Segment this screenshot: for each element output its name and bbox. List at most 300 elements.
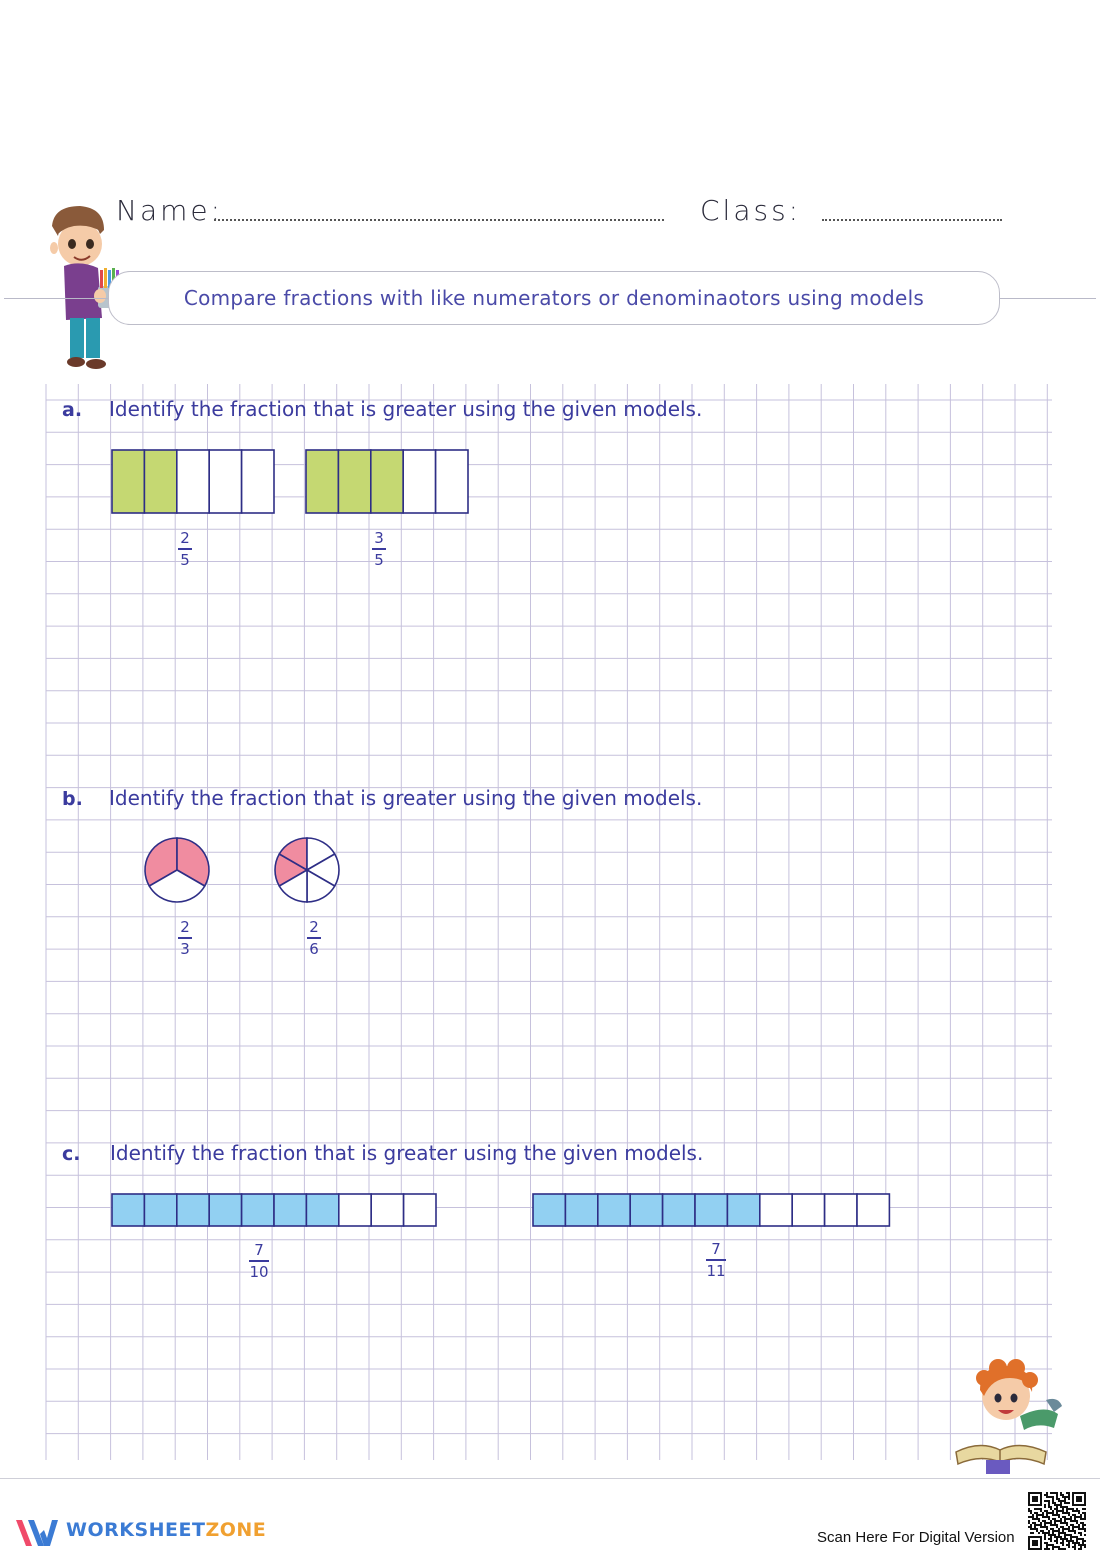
unshaded-part <box>825 1194 857 1226</box>
qr-module <box>1036 1530 1038 1532</box>
qr-module <box>1030 1528 1032 1530</box>
qr-module <box>1072 1540 1074 1542</box>
qr-module <box>1062 1544 1064 1546</box>
fraction-numerator: 7 <box>254 1241 264 1259</box>
qr-module <box>1040 1530 1042 1532</box>
qr-module <box>1072 1510 1074 1512</box>
shaded-part <box>144 1194 176 1226</box>
qr-module <box>1060 1492 1062 1494</box>
qr-module <box>1082 1522 1084 1524</box>
qr-module <box>1044 1526 1046 1528</box>
qr-module <box>1040 1526 1042 1528</box>
qr-module <box>1066 1508 1068 1510</box>
qr-module <box>1030 1512 1032 1514</box>
qr-module <box>1068 1512 1070 1514</box>
qr-module <box>1058 1528 1060 1530</box>
qr-module <box>1078 1538 1080 1540</box>
qr-module <box>1060 1500 1062 1502</box>
qr-module <box>1056 1494 1058 1496</box>
qr-module <box>1042 1530 1044 1532</box>
qr-module <box>1048 1506 1050 1508</box>
qr-module <box>1048 1532 1050 1534</box>
qr-module <box>1036 1516 1038 1518</box>
boy-reading-book-illustration <box>950 1356 1070 1476</box>
qr-module <box>1080 1538 1082 1540</box>
qr-module <box>1046 1510 1048 1512</box>
qr-module <box>1056 1546 1058 1548</box>
qr-module <box>1068 1498 1070 1500</box>
qr-module <box>1044 1534 1046 1536</box>
qr-module <box>1072 1542 1074 1544</box>
shaded-part <box>242 1194 274 1226</box>
qr-module <box>1084 1518 1086 1520</box>
qr-module <box>1038 1508 1040 1510</box>
qr-module <box>1062 1512 1064 1514</box>
qr-module <box>1060 1520 1062 1522</box>
qr-module <box>1046 1492 1048 1494</box>
qr-module <box>1076 1522 1078 1524</box>
fraction-denominator: 5 <box>180 550 190 569</box>
qr-module <box>1076 1526 1078 1528</box>
qr-module <box>1068 1518 1070 1520</box>
qr-module <box>1062 1540 1064 1542</box>
qr-module <box>1058 1532 1060 1534</box>
qr-module <box>1052 1544 1054 1546</box>
qr-finder-core <box>1032 1496 1038 1502</box>
qr-module <box>1052 1524 1054 1526</box>
qr-module <box>1064 1520 1066 1522</box>
qr-module <box>1046 1496 1048 1498</box>
shaded-part <box>695 1194 727 1226</box>
scan-instruction: Scan Here For Digital Version <box>817 1529 1015 1546</box>
qr-module <box>1056 1520 1058 1522</box>
qr-module <box>1080 1546 1082 1548</box>
qr-module <box>1062 1510 1064 1512</box>
qr-module <box>1044 1542 1046 1544</box>
qr-module <box>1034 1522 1036 1524</box>
qr-module <box>1068 1544 1070 1546</box>
qr-module <box>1074 1518 1076 1520</box>
qr-module <box>1058 1536 1060 1538</box>
qr-module <box>1038 1514 1040 1516</box>
qr-module <box>1056 1506 1058 1508</box>
qr-module <box>1056 1540 1058 1542</box>
qr-module <box>1078 1528 1080 1530</box>
qr-module <box>1062 1522 1064 1524</box>
qr-module <box>1074 1514 1076 1516</box>
qr-module <box>1058 1546 1060 1548</box>
qr-module <box>1084 1534 1086 1536</box>
qr-module <box>1064 1500 1066 1502</box>
qr-module <box>1060 1494 1062 1496</box>
qr-module <box>1072 1524 1074 1526</box>
qr-module <box>1056 1496 1058 1498</box>
qr-module <box>1082 1524 1084 1526</box>
qr-module <box>1052 1498 1054 1500</box>
qr-module <box>1062 1494 1064 1496</box>
qr-module <box>1050 1538 1052 1540</box>
qr-module <box>1042 1514 1044 1516</box>
qr-module <box>1044 1532 1046 1534</box>
qr-module <box>1052 1548 1054 1550</box>
qr-module <box>1056 1514 1058 1516</box>
unshaded-part <box>857 1194 889 1226</box>
qr-module <box>1044 1510 1046 1512</box>
qr-module <box>1082 1544 1084 1546</box>
qr-module <box>1078 1548 1080 1550</box>
qr-module <box>1076 1508 1078 1510</box>
qr-module <box>1068 1514 1070 1516</box>
fraction-numerator: 2 <box>309 918 319 936</box>
qr-module <box>1052 1502 1054 1504</box>
qr-module <box>1044 1548 1046 1550</box>
qr-module <box>1048 1534 1050 1536</box>
qr-module <box>1078 1516 1080 1518</box>
fraction-denominator: 3 <box>180 939 190 958</box>
qr-module <box>1064 1518 1066 1520</box>
qr-module <box>1064 1538 1066 1540</box>
fraction-denominator: 6 <box>309 939 319 958</box>
shaded-part <box>565 1194 597 1226</box>
fraction-bar <box>706 1259 726 1261</box>
qr-module <box>1034 1524 1036 1526</box>
qr-module <box>1060 1502 1062 1504</box>
question-c-text: Identify the fraction that is greater using the given models. <box>110 1141 704 1165</box>
qr-module <box>1062 1500 1064 1502</box>
qr-module <box>1060 1536 1062 1538</box>
qr-module <box>1050 1536 1052 1538</box>
fraction-bar <box>249 1260 269 1262</box>
qr-module <box>1072 1520 1074 1522</box>
qr-module <box>1052 1546 1054 1548</box>
qr-module <box>1066 1502 1068 1504</box>
qr-module <box>1050 1512 1052 1514</box>
qr-module <box>1028 1522 1030 1524</box>
qr-module <box>1044 1494 1046 1496</box>
qr-module <box>1064 1502 1066 1504</box>
qr-module <box>1058 1534 1060 1536</box>
question-b-text: Identify the fraction that is greater using the given models. <box>109 786 703 810</box>
qr-module <box>1048 1496 1050 1498</box>
qr-module <box>1040 1510 1042 1512</box>
qr-module <box>1068 1502 1070 1504</box>
qr-module <box>1054 1524 1056 1526</box>
qr-module <box>1052 1528 1054 1530</box>
qr-module <box>1046 1514 1048 1516</box>
qr-module <box>1058 1548 1060 1550</box>
qr-module <box>1068 1534 1070 1536</box>
qr-module <box>1060 1506 1062 1508</box>
qr-finder-core <box>1032 1540 1038 1546</box>
qr-module <box>1054 1492 1056 1494</box>
question-c-fraction-1 <box>239 1242 279 1281</box>
qr-module <box>1038 1518 1040 1520</box>
qr-code-icon[interactable] <box>1028 1492 1086 1550</box>
qr-module <box>1074 1520 1076 1522</box>
qr-module <box>1034 1512 1036 1514</box>
shaded-part <box>112 1194 144 1226</box>
qr-module <box>1044 1504 1046 1506</box>
qr-module <box>1072 1530 1074 1532</box>
qr-module <box>1068 1546 1070 1548</box>
qr-module <box>1064 1498 1066 1500</box>
qr-module <box>1080 1514 1082 1516</box>
shaded-part <box>663 1194 695 1226</box>
qr-module <box>1062 1542 1064 1544</box>
qr-module <box>1056 1512 1058 1514</box>
qr-module <box>1066 1538 1068 1540</box>
qr-module <box>1078 1532 1080 1534</box>
qr-module <box>1060 1526 1062 1528</box>
qr-module <box>1032 1528 1034 1530</box>
unshaded-part <box>339 1194 371 1226</box>
qr-module <box>1066 1510 1068 1512</box>
qr-module <box>1052 1500 1054 1502</box>
qr-module <box>1068 1530 1070 1532</box>
qr-module <box>1048 1544 1050 1546</box>
worksheetzone-logo-icon <box>14 1516 60 1550</box>
qr-module <box>1036 1508 1038 1510</box>
qr-module <box>1048 1548 1050 1550</box>
qr-module <box>1066 1506 1068 1508</box>
qr-module <box>1032 1516 1034 1518</box>
qr-module <box>1046 1500 1048 1502</box>
qr-finder-core <box>1076 1496 1082 1502</box>
qr-module <box>1060 1510 1062 1512</box>
qr-module <box>1084 1530 1086 1532</box>
qr-module <box>1042 1520 1044 1522</box>
qr-module <box>1074 1530 1076 1532</box>
qr-module <box>1038 1532 1040 1534</box>
qr-module <box>1030 1516 1032 1518</box>
qr-module <box>1074 1510 1076 1512</box>
qr-module <box>1048 1538 1050 1540</box>
qr-module <box>1070 1534 1072 1536</box>
qr-module <box>1068 1528 1070 1530</box>
qr-module <box>1082 1540 1084 1542</box>
qr-module <box>1028 1520 1030 1522</box>
qr-module <box>1078 1510 1080 1512</box>
shaded-part <box>209 1194 241 1226</box>
shaded-part <box>533 1194 565 1226</box>
qr-module <box>1064 1496 1066 1498</box>
qr-module <box>1080 1548 1082 1550</box>
unshaded-part <box>792 1194 824 1226</box>
qr-module <box>1036 1512 1038 1514</box>
qr-module <box>1062 1532 1064 1534</box>
qr-module <box>1062 1516 1064 1518</box>
qr-module <box>1040 1508 1042 1510</box>
qr-module <box>1066 1492 1068 1494</box>
qr-module <box>1048 1516 1050 1518</box>
fraction-numerator: 3 <box>374 529 384 547</box>
brand-name-part2: ZONE <box>205 1519 267 1541</box>
qr-module <box>1048 1502 1050 1504</box>
qr-module <box>1064 1516 1066 1518</box>
qr-module <box>1072 1526 1074 1528</box>
qr-module <box>1046 1528 1048 1530</box>
qr-module <box>1074 1532 1076 1534</box>
qr-module <box>1074 1544 1076 1546</box>
qr-module <box>1050 1508 1052 1510</box>
qr-module <box>1048 1504 1050 1506</box>
qr-module <box>1070 1524 1072 1526</box>
shaded-part <box>727 1194 759 1226</box>
qr-module <box>1072 1546 1074 1548</box>
shaded-part <box>274 1194 306 1226</box>
qr-module <box>1030 1532 1032 1534</box>
qr-module <box>1036 1514 1038 1516</box>
qr-module <box>1054 1530 1056 1532</box>
qr-module <box>1042 1532 1044 1534</box>
qr-module <box>1074 1546 1076 1548</box>
qr-module <box>1052 1492 1054 1494</box>
qr-module <box>1054 1534 1056 1536</box>
qr-module <box>1074 1542 1076 1544</box>
qr-module <box>1070 1518 1072 1520</box>
qr-module <box>1040 1524 1042 1526</box>
qr-module <box>1058 1530 1060 1532</box>
qr-module <box>1078 1512 1080 1514</box>
unshaded-part <box>404 1194 436 1226</box>
qr-module <box>1082 1542 1084 1544</box>
shaded-part <box>630 1194 662 1226</box>
qr-module <box>1032 1514 1034 1516</box>
qr-module <box>1052 1514 1054 1516</box>
qr-module <box>1076 1520 1078 1522</box>
qr-module <box>1076 1536 1078 1538</box>
qr-module <box>1082 1526 1084 1528</box>
qr-module <box>1046 1526 1048 1528</box>
qr-module <box>1078 1524 1080 1526</box>
qr-module <box>1042 1516 1044 1518</box>
qr-module <box>1048 1500 1050 1502</box>
qr-module <box>1080 1522 1082 1524</box>
qr-module <box>1076 1540 1078 1542</box>
qr-module <box>1074 1536 1076 1538</box>
qr-module <box>1060 1518 1062 1520</box>
qr-module <box>1050 1506 1052 1508</box>
qr-module <box>1082 1518 1084 1520</box>
qr-module <box>1084 1546 1086 1548</box>
qr-module <box>1050 1492 1052 1494</box>
shaded-part <box>306 1194 338 1226</box>
qr-module <box>1064 1506 1066 1508</box>
qr-module <box>1054 1502 1056 1504</box>
qr-module <box>1064 1536 1066 1538</box>
qr-module <box>1060 1532 1062 1534</box>
qr-module <box>1056 1510 1058 1512</box>
qr-module <box>1058 1510 1060 1512</box>
qr-module <box>1054 1540 1056 1542</box>
qr-module <box>1064 1512 1066 1514</box>
qr-module <box>1068 1540 1070 1542</box>
qr-module <box>1054 1522 1056 1524</box>
qr-module <box>1054 1520 1056 1522</box>
qr-module <box>1052 1534 1054 1536</box>
qr-module <box>1058 1520 1060 1522</box>
question-a-text: Identify the fraction that is greater using the given models. <box>109 397 703 421</box>
qr-module <box>1068 1542 1070 1544</box>
qr-module <box>1074 1516 1076 1518</box>
qr-module <box>1082 1512 1084 1514</box>
qr-module <box>1058 1500 1060 1502</box>
qr-module <box>1078 1544 1080 1546</box>
qr-module <box>1028 1510 1030 1512</box>
qr-module <box>1044 1522 1046 1524</box>
qr-module <box>1052 1532 1054 1534</box>
qr-module <box>1064 1534 1066 1536</box>
qr-module <box>1034 1526 1036 1528</box>
unshaded-part <box>371 1194 403 1226</box>
qr-module <box>1062 1538 1064 1540</box>
qr-module <box>1070 1540 1072 1542</box>
qr-module <box>1080 1518 1082 1520</box>
qr-module <box>1054 1504 1056 1506</box>
qr-module <box>1062 1506 1064 1508</box>
qr-module <box>1052 1518 1054 1520</box>
qr-module <box>1054 1508 1056 1510</box>
brand-name-part1: WORKSHEET <box>66 1519 206 1541</box>
qr-module <box>1054 1536 1056 1538</box>
qr-module <box>1062 1528 1064 1530</box>
qr-module <box>1034 1518 1036 1520</box>
qr-module <box>1058 1498 1060 1500</box>
footer-divider <box>0 1478 1100 1479</box>
qr-module <box>1072 1536 1074 1538</box>
qr-module <box>1062 1508 1064 1510</box>
qr-module <box>1066 1540 1068 1542</box>
fraction-numerator: 2 <box>180 918 190 936</box>
fraction-numerator: 7 <box>711 1240 721 1258</box>
qr-module <box>1084 1516 1086 1518</box>
qr-module <box>1060 1548 1062 1550</box>
qr-module <box>1062 1526 1064 1528</box>
qr-module <box>1032 1522 1034 1524</box>
qr-module <box>1046 1516 1048 1518</box>
fraction-denominator: 10 <box>249 1262 269 1281</box>
qr-module <box>1042 1526 1044 1528</box>
qr-module <box>1072 1514 1074 1516</box>
qr-module <box>1068 1496 1070 1498</box>
qr-module <box>1028 1526 1030 1528</box>
qr-module <box>1044 1524 1046 1526</box>
qr-module <box>1082 1508 1084 1510</box>
qr-module <box>1044 1536 1046 1538</box>
qr-module <box>1066 1512 1068 1514</box>
qr-module <box>1078 1526 1080 1528</box>
qr-module <box>1070 1536 1072 1538</box>
qr-module <box>1068 1494 1070 1496</box>
qr-module <box>1068 1526 1070 1528</box>
qr-module <box>1048 1522 1050 1524</box>
qr-module <box>1062 1530 1064 1532</box>
qr-module <box>1044 1516 1046 1518</box>
qr-module <box>1050 1540 1052 1542</box>
qr-module <box>1038 1520 1040 1522</box>
qr-module <box>1056 1492 1058 1494</box>
qr-module <box>1046 1522 1048 1524</box>
qr-module <box>1052 1530 1054 1532</box>
fraction-denominator: 11 <box>706 1261 726 1280</box>
qr-module <box>1040 1514 1042 1516</box>
qr-module <box>1034 1508 1036 1510</box>
qr-module <box>1034 1528 1036 1530</box>
qr-module <box>1036 1518 1038 1520</box>
qr-module <box>1036 1524 1038 1526</box>
qr-module <box>1066 1518 1068 1520</box>
qr-module <box>1028 1508 1030 1510</box>
